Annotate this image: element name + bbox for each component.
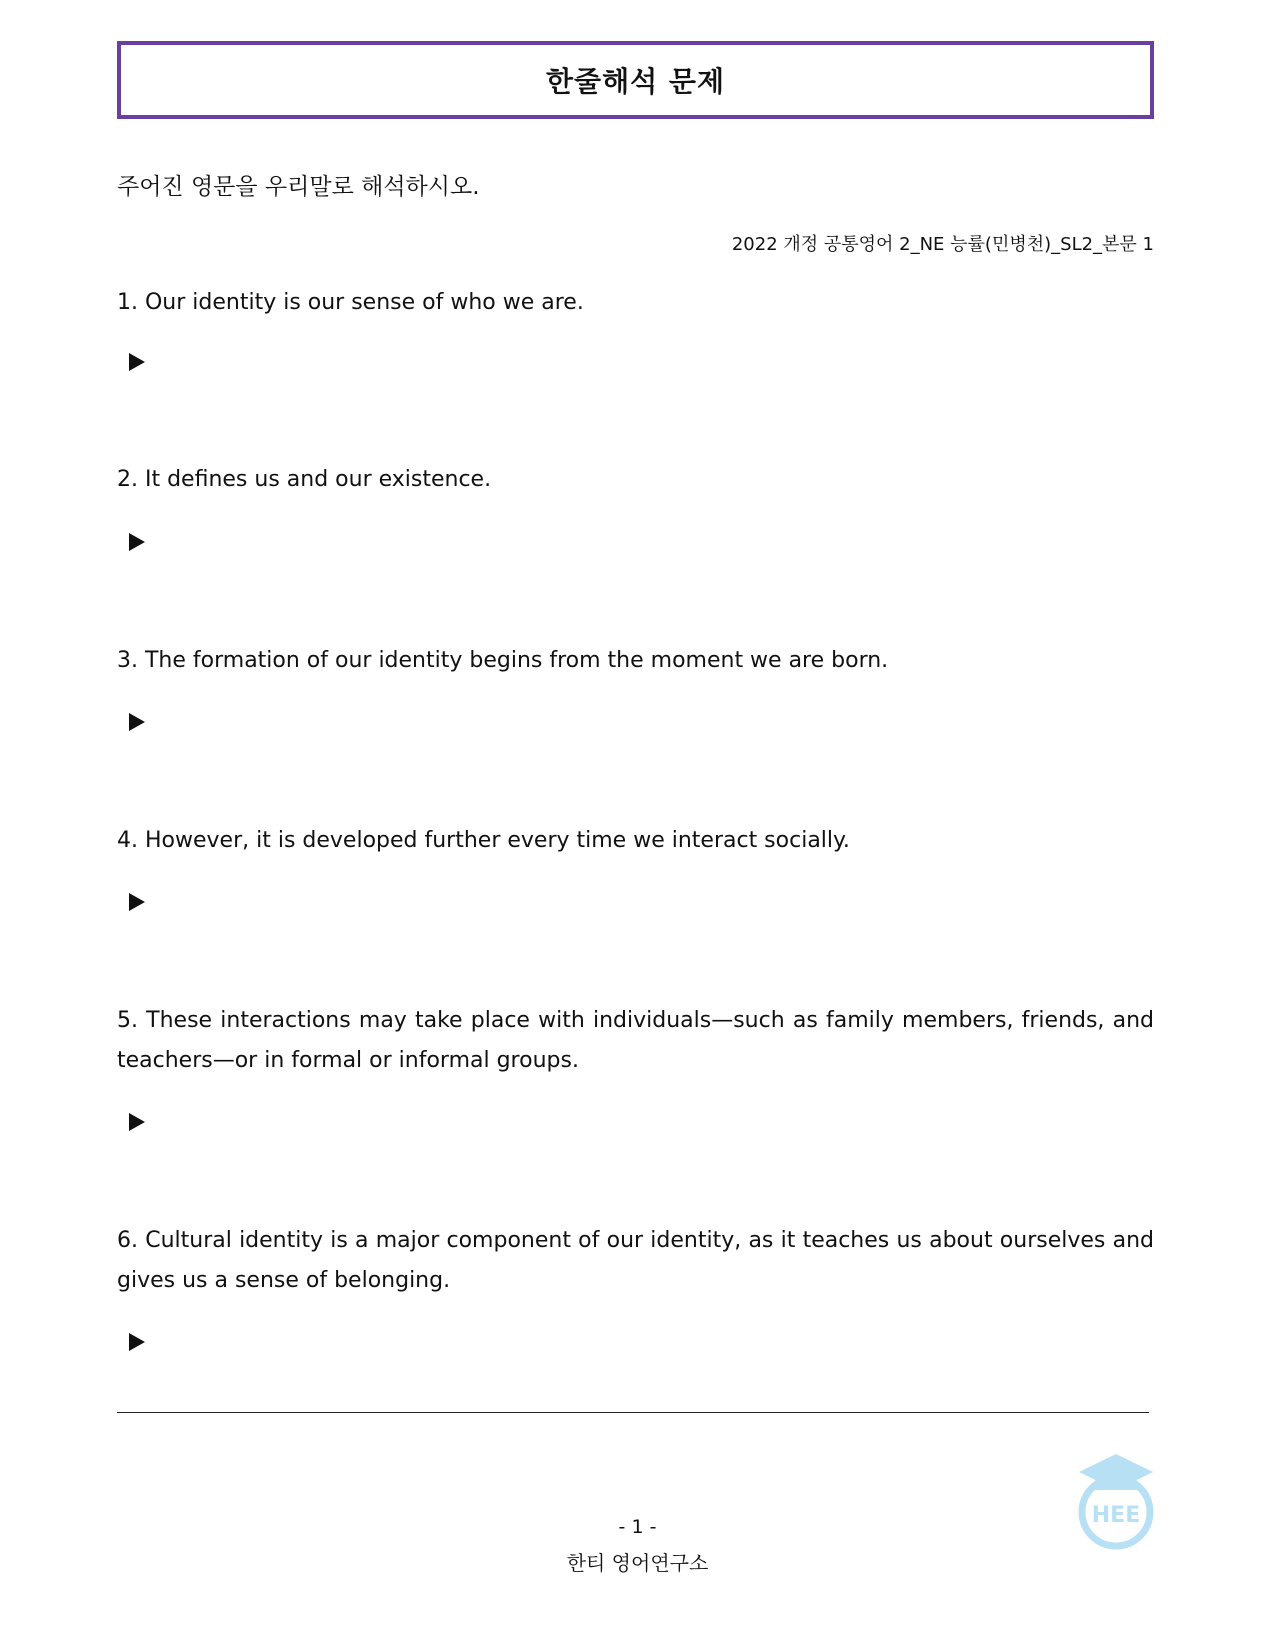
triangle-right-icon [127, 351, 147, 373]
source-label: 2022 개정 공통영어 2_NE 능률(민병천)_SL2_본문 1 [731, 234, 1154, 255]
answer-marker-5 [127, 1111, 157, 1135]
divider-line [117, 1412, 1149, 1413]
answer-marker-1 [127, 351, 157, 375]
footer-organization: 한티 영어연구소 [566, 1551, 709, 1575]
answer-marker-6 [127, 1331, 157, 1355]
question-3: 3. The formation of our identity begins from the moment we are born. [117, 648, 889, 673]
triangle-right-icon [127, 711, 147, 733]
question-2: 2. It defines us and our existence. [117, 467, 492, 492]
triangle-right-icon [127, 1111, 147, 1133]
logo-text: HEE [1091, 1503, 1141, 1528]
question-1: 1. Our identity is our sense of who we are. [117, 290, 584, 315]
page-number: - 1 - [618, 1516, 657, 1538]
page-title: 한줄해석 문제 [545, 65, 726, 98]
answer-marker-2 [127, 531, 157, 555]
instruction-text: 주어진 영문을 우리말로 해석하시오. [117, 174, 480, 200]
question-5: 5. These interactions may take place with individuals—such as family members, friends, and teachers—or in formal or informal groups. [117, 1008, 1154, 1073]
answer-marker-4 [127, 891, 157, 915]
triangle-right-icon [127, 1331, 147, 1353]
answer-marker-3 [127, 711, 157, 735]
triangle-right-icon [127, 531, 147, 553]
question-6: 6. Cultural identity is a major component of our identity, as it teaches us about ourselves and gives us a sense of belonging. [117, 1228, 1154, 1293]
title-box [117, 41, 1154, 119]
question-4: 4. However, it is developed further every time we interact socially. [117, 828, 850, 853]
triangle-right-icon [127, 891, 147, 913]
